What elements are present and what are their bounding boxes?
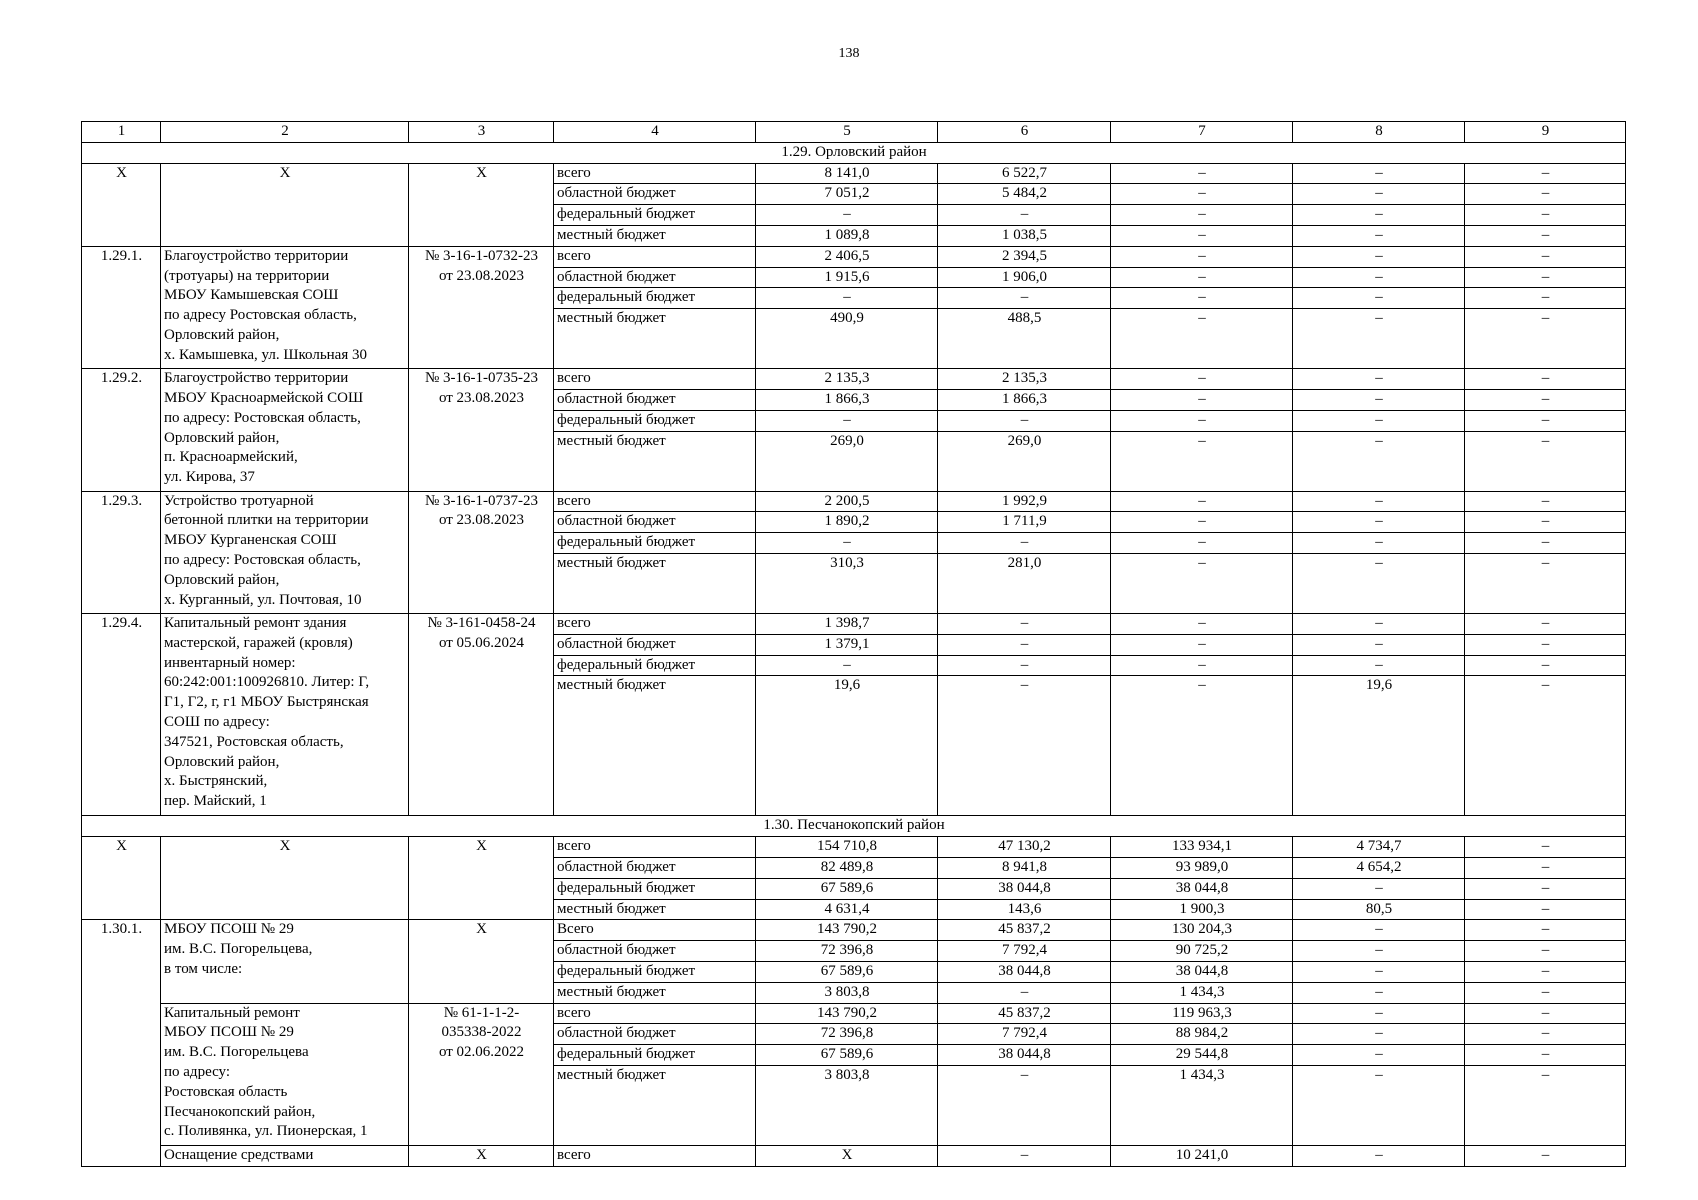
row-number: Х	[82, 163, 161, 246]
budget-label: местный бюджет	[554, 431, 756, 491]
value-cell: 38 044,8	[1111, 961, 1293, 982]
value-cell: –	[756, 410, 938, 431]
value-cell: –	[1465, 309, 1626, 369]
value-cell: 2 135,3	[756, 369, 938, 390]
value-cell: 47 130,2	[938, 837, 1111, 858]
value-cell: 143,6	[938, 899, 1111, 920]
value-cell: 38 044,8	[938, 1045, 1111, 1066]
value-cell: 5 484,2	[938, 184, 1111, 205]
value-cell: –	[1465, 246, 1626, 267]
value-cell: Х	[756, 1145, 938, 1166]
value-cell: 130 204,3	[1111, 920, 1293, 941]
value-cell: 488,5	[938, 309, 1111, 369]
value-cell: –	[1465, 267, 1626, 288]
value-cell: –	[1293, 1003, 1465, 1024]
value-cell: 310,3	[756, 553, 938, 613]
value-cell: 2 394,5	[938, 246, 1111, 267]
object-name: Устройство тротуарной бетонной плитки на территории МБОУ Курганенская СОШ по адресу: Ростовская область, Орловский район, х. Курганный, ул. Почтовая, 10	[161, 491, 409, 613]
value-cell: –	[1111, 225, 1293, 246]
value-cell: –	[938, 288, 1111, 309]
value-cell: –	[1111, 613, 1293, 634]
budget-label: федеральный бюджет	[554, 288, 756, 309]
budget-label: всего	[554, 613, 756, 634]
value-cell: –	[938, 634, 1111, 655]
value-cell: –	[1111, 533, 1293, 554]
budget-label: областной бюджет	[554, 512, 756, 533]
object-name: Благоустройство территории МБОУ Красноармейской СОШ по адресу: Ростовская область, Орловский район, п. Красноармейский, ул. Кирова, 37	[161, 369, 409, 491]
value-cell: –	[1465, 410, 1626, 431]
section-title: 1.30. Песчанокопский район	[82, 816, 1626, 837]
value-cell: 1 890,2	[756, 512, 938, 533]
budget-label: федеральный бюджет	[554, 878, 756, 899]
value-cell: –	[1293, 961, 1465, 982]
value-cell: 72 396,8	[756, 1024, 938, 1045]
budget-label: Всего	[554, 920, 756, 941]
object-name: МБОУ ПСОШ № 29 им. В.С. Погорельцева, в том числе:	[161, 920, 409, 1003]
table-row	[82, 246, 1626, 267]
value-cell: –	[1465, 1003, 1626, 1024]
column-header: 6	[938, 122, 1111, 143]
value-cell: –	[938, 410, 1111, 431]
value-cell: –	[1111, 389, 1293, 410]
value-cell: 2 406,5	[756, 246, 938, 267]
table-row	[82, 920, 1626, 941]
value-cell: –	[1465, 920, 1626, 941]
value-cell: –	[1465, 676, 1626, 816]
value-cell: –	[1111, 512, 1293, 533]
value-cell: –	[1293, 491, 1465, 512]
table-row	[82, 163, 1626, 184]
value-cell: –	[1111, 410, 1293, 431]
column-header: 1	[82, 122, 161, 143]
value-cell: –	[938, 676, 1111, 816]
column-header: 4	[554, 122, 756, 143]
value-cell: –	[1293, 512, 1465, 533]
value-cell: –	[1465, 1065, 1626, 1145]
value-cell: –	[1465, 1145, 1626, 1166]
header-row	[82, 122, 1626, 143]
value-cell: –	[1293, 309, 1465, 369]
value-cell: 269,0	[938, 431, 1111, 491]
section-title-row	[82, 142, 1626, 163]
value-cell: 4 654,2	[1293, 857, 1465, 878]
value-cell: 143 790,2	[756, 920, 938, 941]
section-title-row	[82, 816, 1626, 837]
value-cell: 19,6	[1293, 676, 1465, 816]
value-cell: –	[1465, 369, 1626, 390]
value-cell: –	[1111, 431, 1293, 491]
budget-label: областной бюджет	[554, 941, 756, 962]
value-cell: 38 044,8	[938, 878, 1111, 899]
value-cell: –	[1465, 553, 1626, 613]
value-cell: 1 906,0	[938, 267, 1111, 288]
value-cell: –	[1111, 288, 1293, 309]
value-cell: –	[756, 655, 938, 676]
value-cell: –	[938, 613, 1111, 634]
value-cell: 93 989,0	[1111, 857, 1293, 878]
value-cell: 7 792,4	[938, 941, 1111, 962]
value-cell: –	[756, 533, 938, 554]
value-cell: 1 992,9	[938, 491, 1111, 512]
value-cell: –	[1465, 613, 1626, 634]
row-number: 1.29.2.	[82, 369, 161, 491]
row-number: Х	[82, 837, 161, 920]
table-row	[82, 837, 1626, 858]
value-cell: –	[1293, 941, 1465, 962]
value-cell: 67 589,6	[756, 878, 938, 899]
value-cell: –	[1465, 961, 1626, 982]
value-cell: –	[1293, 613, 1465, 634]
budget-label: областной бюджет	[554, 857, 756, 878]
value-cell: –	[1465, 899, 1626, 920]
document-number: Х	[409, 1145, 554, 1166]
value-cell: 90 725,2	[1111, 941, 1293, 962]
value-cell: –	[1465, 982, 1626, 1003]
document-number: № 61-1-1-2- 035338-2022 от 02.06.2022	[409, 1003, 554, 1145]
budget-label: всего	[554, 1003, 756, 1024]
value-cell: 1 866,3	[756, 389, 938, 410]
value-cell: 45 837,2	[938, 920, 1111, 941]
value-cell: –	[1111, 655, 1293, 676]
value-cell: –	[1293, 553, 1465, 613]
budget-label: местный бюджет	[554, 982, 756, 1003]
value-cell: –	[1465, 1024, 1626, 1045]
value-cell: 281,0	[938, 553, 1111, 613]
value-cell: –	[1293, 1045, 1465, 1066]
budget-label: областной бюджет	[554, 267, 756, 288]
value-cell: –	[1293, 288, 1465, 309]
budget-label: федеральный бюджет	[554, 410, 756, 431]
value-cell: –	[1465, 431, 1626, 491]
budget-label: местный бюджет	[554, 553, 756, 613]
budget-label: всего	[554, 163, 756, 184]
value-cell: –	[1293, 655, 1465, 676]
object-name: Х	[161, 163, 409, 246]
value-cell: 38 044,8	[1111, 878, 1293, 899]
value-cell: 72 396,8	[756, 941, 938, 962]
value-cell: 29 544,8	[1111, 1045, 1293, 1066]
object-name: Х	[161, 837, 409, 920]
value-cell: –	[1465, 634, 1626, 655]
value-cell: –	[1293, 225, 1465, 246]
column-header: 3	[409, 122, 554, 143]
value-cell: –	[1111, 553, 1293, 613]
column-header: 9	[1465, 122, 1626, 143]
value-cell: –	[1111, 205, 1293, 226]
column-header: 8	[1293, 122, 1465, 143]
budget-label: областной бюджет	[554, 634, 756, 655]
row-number: 1.30.1.	[82, 920, 161, 1166]
value-cell: 119 963,3	[1111, 1003, 1293, 1024]
row-number: 1.29.4.	[82, 613, 161, 815]
value-cell: 133 934,1	[1111, 837, 1293, 858]
value-cell: –	[938, 982, 1111, 1003]
table-row	[82, 1145, 1626, 1166]
document-number: Х	[409, 920, 554, 1003]
value-cell: 1 866,3	[938, 389, 1111, 410]
value-cell: 7 051,2	[756, 184, 938, 205]
column-header: 5	[756, 122, 938, 143]
budget-label: всего	[554, 246, 756, 267]
document-number: № 3-161-0458-24 от 05.06.2024	[409, 613, 554, 815]
value-cell: –	[1465, 491, 1626, 512]
value-cell: 490,9	[756, 309, 938, 369]
value-cell: –	[756, 288, 938, 309]
value-cell: –	[938, 533, 1111, 554]
value-cell: –	[1293, 246, 1465, 267]
value-cell: 3 803,8	[756, 1065, 938, 1145]
row-number: 1.29.3.	[82, 491, 161, 613]
table-row	[82, 613, 1626, 634]
value-cell: 67 589,6	[756, 961, 938, 982]
value-cell: 154 710,8	[756, 837, 938, 858]
value-cell: 8 141,0	[756, 163, 938, 184]
value-cell: 67 589,6	[756, 1045, 938, 1066]
value-cell: 19,6	[756, 676, 938, 816]
value-cell: 1 900,3	[1111, 899, 1293, 920]
value-cell: 3 803,8	[756, 982, 938, 1003]
budget-label: местный бюджет	[554, 1065, 756, 1145]
budget-table	[81, 121, 1626, 1167]
value-cell: –	[1293, 205, 1465, 226]
budget-label: всего	[554, 491, 756, 512]
value-cell: –	[1111, 184, 1293, 205]
value-cell: –	[1465, 655, 1626, 676]
value-cell: –	[1293, 389, 1465, 410]
value-cell: –	[1465, 837, 1626, 858]
value-cell: –	[1293, 163, 1465, 184]
value-cell: –	[1293, 982, 1465, 1003]
budget-label: областной бюджет	[554, 389, 756, 410]
budget-label: местный бюджет	[554, 225, 756, 246]
budget-label: областной бюджет	[554, 184, 756, 205]
budget-label: областной бюджет	[554, 1024, 756, 1045]
column-header: 2	[161, 122, 409, 143]
value-cell: –	[1465, 163, 1626, 184]
budget-label: федеральный бюджет	[554, 533, 756, 554]
value-cell: –	[1293, 431, 1465, 491]
value-cell: 1 434,3	[1111, 982, 1293, 1003]
document-number: № 3-16-1-0737-23 от 23.08.2023	[409, 491, 554, 613]
value-cell: 82 489,8	[756, 857, 938, 878]
object-name: Капитальный ремонт МБОУ ПСОШ № 29 им. В.С. Погорельцева по адресу: Ростовская область Песчанокопский район, с. Поливянка, ул. Пионерская, 1	[161, 1003, 409, 1145]
value-cell: –	[1293, 184, 1465, 205]
value-cell: 1 711,9	[938, 512, 1111, 533]
value-cell: 2 135,3	[938, 369, 1111, 390]
table-row	[82, 491, 1626, 512]
budget-label: федеральный бюджет	[554, 1045, 756, 1066]
value-cell: –	[1465, 1045, 1626, 1066]
value-cell: 1 915,6	[756, 267, 938, 288]
value-cell: 8 941,8	[938, 857, 1111, 878]
budget-label: всего	[554, 837, 756, 858]
value-cell: –	[1465, 205, 1626, 226]
value-cell: 143 790,2	[756, 1003, 938, 1024]
value-cell: –	[1465, 389, 1626, 410]
budget-label: местный бюджет	[554, 899, 756, 920]
object-name: Оснащение средствами	[161, 1145, 409, 1166]
value-cell: 1 398,7	[756, 613, 938, 634]
value-cell: –	[938, 1145, 1111, 1166]
value-cell: –	[938, 655, 1111, 676]
value-cell: –	[1111, 163, 1293, 184]
budget-label: всего	[554, 1145, 756, 1166]
column-header: 7	[1111, 122, 1293, 143]
value-cell: –	[1111, 267, 1293, 288]
value-cell: 4 631,4	[756, 899, 938, 920]
value-cell: –	[1111, 634, 1293, 655]
object-name: Капитальный ремонт здания мастерской, гаражей (кровля) инвентарный номер: 60:242:001:100926810. Литер: Г, Г1, Г2, г, г1 МБОУ Быстрянская СОШ по адресу: 347521, Ростовская область, Орловский район, х. Быстрянский, пер. Майский, 1	[161, 613, 409, 815]
value-cell: –	[1465, 225, 1626, 246]
value-cell: –	[1111, 676, 1293, 816]
value-cell: 38 044,8	[938, 961, 1111, 982]
value-cell: –	[1111, 246, 1293, 267]
value-cell: –	[1293, 369, 1465, 390]
table-row	[82, 1003, 1626, 1024]
value-cell: –	[1293, 1065, 1465, 1145]
value-cell: –	[1293, 267, 1465, 288]
value-cell: 80,5	[1293, 899, 1465, 920]
budget-label: федеральный бюджет	[554, 655, 756, 676]
value-cell: 45 837,2	[938, 1003, 1111, 1024]
value-cell: –	[938, 1065, 1111, 1145]
value-cell: –	[1465, 184, 1626, 205]
value-cell: –	[756, 205, 938, 226]
document-number: Х	[409, 837, 554, 920]
value-cell: –	[1293, 634, 1465, 655]
row-number: 1.29.1.	[82, 246, 161, 368]
value-cell: –	[1111, 369, 1293, 390]
value-cell: 269,0	[756, 431, 938, 491]
budget-label: федеральный бюджет	[554, 205, 756, 226]
budget-label: местный бюджет	[554, 676, 756, 816]
value-cell: –	[1293, 1145, 1465, 1166]
value-cell: –	[1465, 512, 1626, 533]
value-cell: –	[938, 205, 1111, 226]
value-cell: –	[1293, 1024, 1465, 1045]
value-cell: 2 200,5	[756, 491, 938, 512]
value-cell: 1 089,8	[756, 225, 938, 246]
value-cell: –	[1293, 533, 1465, 554]
value-cell: –	[1465, 533, 1626, 554]
document-number: Х	[409, 163, 554, 246]
value-cell: –	[1465, 878, 1626, 899]
document-number: № 3-16-1-0732-23 от 23.08.2023	[409, 246, 554, 368]
value-cell: 7 792,4	[938, 1024, 1111, 1045]
budget-label: федеральный бюджет	[554, 961, 756, 982]
document-number: № 3-16-1-0735-23 от 23.08.2023	[409, 369, 554, 491]
object-name: Благоустройство территории (тротуары) на территории МБОУ Камышевская СОШ по адресу Ростовская область, Орловский район, х. Камышевка, ул. Школьная 30	[161, 246, 409, 368]
value-cell: –	[1111, 491, 1293, 512]
value-cell: 1 038,5	[938, 225, 1111, 246]
value-cell: –	[1293, 410, 1465, 431]
budget-label: всего	[554, 369, 756, 390]
table-row	[82, 369, 1626, 390]
value-cell: 4 734,7	[1293, 837, 1465, 858]
value-cell: –	[1293, 920, 1465, 941]
value-cell: –	[1465, 857, 1626, 878]
value-cell: 10 241,0	[1111, 1145, 1293, 1166]
page-number: 138	[838, 46, 860, 61]
value-cell: –	[1465, 941, 1626, 962]
value-cell: –	[1293, 878, 1465, 899]
value-cell: –	[1111, 309, 1293, 369]
value-cell: 1 379,1	[756, 634, 938, 655]
budget-label: местный бюджет	[554, 309, 756, 369]
value-cell: 88 984,2	[1111, 1024, 1293, 1045]
value-cell: –	[1465, 288, 1626, 309]
value-cell: 1 434,3	[1111, 1065, 1293, 1145]
section-title: 1.29. Орловский район	[82, 142, 1626, 163]
value-cell: 6 522,7	[938, 163, 1111, 184]
